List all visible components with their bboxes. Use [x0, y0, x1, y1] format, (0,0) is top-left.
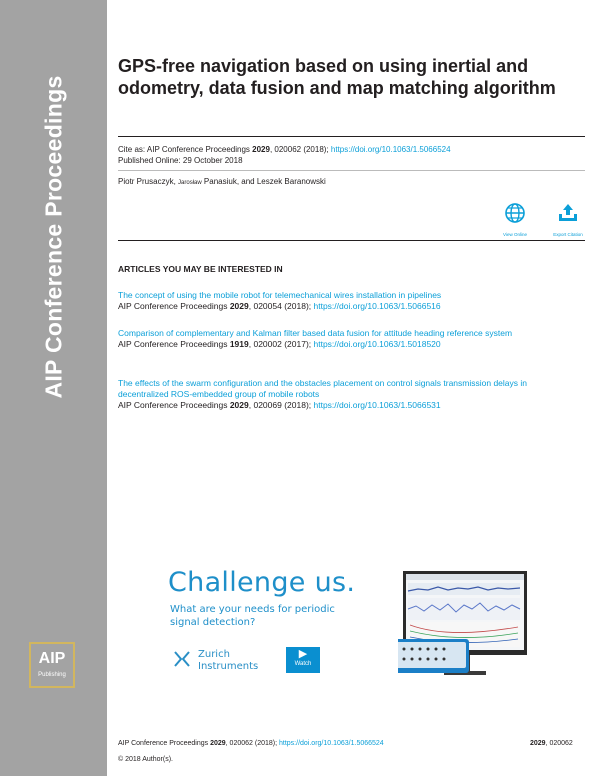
article-doi-link[interactable]: https://doi.org/10.1063/1.5018520 — [313, 339, 441, 349]
logo-text: AIP — [38, 650, 66, 667]
globe-icon — [504, 202, 526, 224]
published-date: Published Online: 29 October 2018 — [118, 156, 243, 165]
article-cite-prefix: AIP Conference Proceedings — [118, 400, 230, 410]
article-cite-rest: , 020002 (2017); — [248, 339, 314, 349]
article-volume: 2029 — [229, 400, 249, 410]
watch-label: Watch — [294, 661, 312, 667]
zurich-x-icon — [172, 649, 192, 669]
footer-cite-rest: , 020062 (2018); — [225, 740, 279, 747]
brand-name: Zurich Instruments — [198, 649, 259, 672]
footer-article-number: , 020062 — [545, 740, 573, 747]
actions-divider — [118, 240, 585, 241]
meta-divider — [118, 170, 585, 171]
aip-publishing-logo[interactable] — [29, 642, 75, 688]
cite-rest: , 020062 (2018); — [269, 145, 331, 154]
article-citation — [118, 400, 578, 411]
paper-title: GPS-free navigation based on using inertial and odometry, data fusion and map matching algorithm — [118, 56, 556, 98]
list-item — [118, 378, 578, 411]
article-cite-prefix: AIP Conference Proceedings — [118, 301, 230, 311]
watch-button[interactable] — [286, 647, 320, 673]
copyright: © 2018 Author(s). — [118, 756, 173, 763]
view-online-button[interactable] — [500, 202, 530, 237]
article-cite-prefix: AIP Conference Proceedings — [118, 339, 230, 349]
footer-page-id — [530, 740, 573, 747]
articles-heading: ARTICLES YOU MAY BE INTERESTED IN — [118, 264, 283, 274]
view-online-label: View Online — [503, 232, 527, 237]
export-icon — [557, 202, 579, 224]
journal-sidebar — [0, 0, 107, 776]
article-cite-rest: , 020054 (2018); — [248, 301, 314, 311]
authors — [118, 176, 326, 189]
journal-name: AIP Conference Proceedings — [40, 75, 67, 399]
article-volume: 2029 — [229, 301, 249, 311]
author-rest: Panasiuk, and Leszek Baranowski — [201, 177, 326, 186]
article-title-link[interactable]: The effects of the swarm configuration and the obstacles placement on control signals transmission delays in decentralized ROS-embedded group of mobile robots — [118, 378, 528, 399]
article-cite-rest: , 020069 (2018); — [248, 400, 314, 410]
play-icon: ▶ — [298, 648, 308, 660]
footer-cite-prefix: AIP Conference Proceedings — [118, 740, 211, 747]
paper-doi-link[interactable]: https://doi.org/10.1063/1.5066524 — [330, 145, 451, 154]
ad-headline: Challenge us. — [168, 567, 356, 598]
footer-citation — [118, 740, 384, 747]
export-citation-label: Export Citation — [553, 232, 583, 237]
footer-volume: 2029 — [530, 740, 546, 747]
ad-subtext: What are your needs for periodic signal detection? — [170, 604, 335, 628]
article-title-link[interactable]: The concept of using the mobile robot for telemechanical wires installation in pipelines — [118, 290, 442, 300]
cite-volume: 2029 — [252, 145, 270, 154]
footer-doi-link[interactable]: https://doi.org/10.1063/1.5066524 — [279, 740, 384, 747]
citation-line — [118, 144, 451, 155]
author-1: Piotr Prusaczyk, — [118, 177, 179, 186]
list-item — [118, 290, 578, 312]
advertisement-banner[interactable] — [160, 563, 585, 688]
footer-cite-volume: 2029 — [210, 740, 226, 747]
list-item — [118, 328, 578, 350]
article-citation — [118, 301, 578, 312]
article-title-link[interactable]: Comparison of complementary and Kalman filter based data fusion for attitude heading reference system — [118, 328, 513, 338]
monitor-illustration — [398, 569, 578, 687]
article-doi-link[interactable]: https://doi.org/10.1063/1.5066516 — [313, 301, 441, 311]
zurich-instruments-logo — [172, 649, 259, 674]
article-volume: 1919 — [229, 339, 249, 349]
title-divider — [118, 136, 585, 137]
logo-subtext: Publishing — [38, 672, 66, 678]
article-doi-link[interactable]: https://doi.org/10.1063/1.5066531 — [313, 400, 441, 410]
export-citation-button[interactable] — [551, 202, 585, 237]
author-2-first: Jarosław — [178, 180, 202, 186]
cite-prefix: Cite as: AIP Conference Proceedings — [118, 145, 253, 154]
article-citation — [118, 339, 578, 350]
